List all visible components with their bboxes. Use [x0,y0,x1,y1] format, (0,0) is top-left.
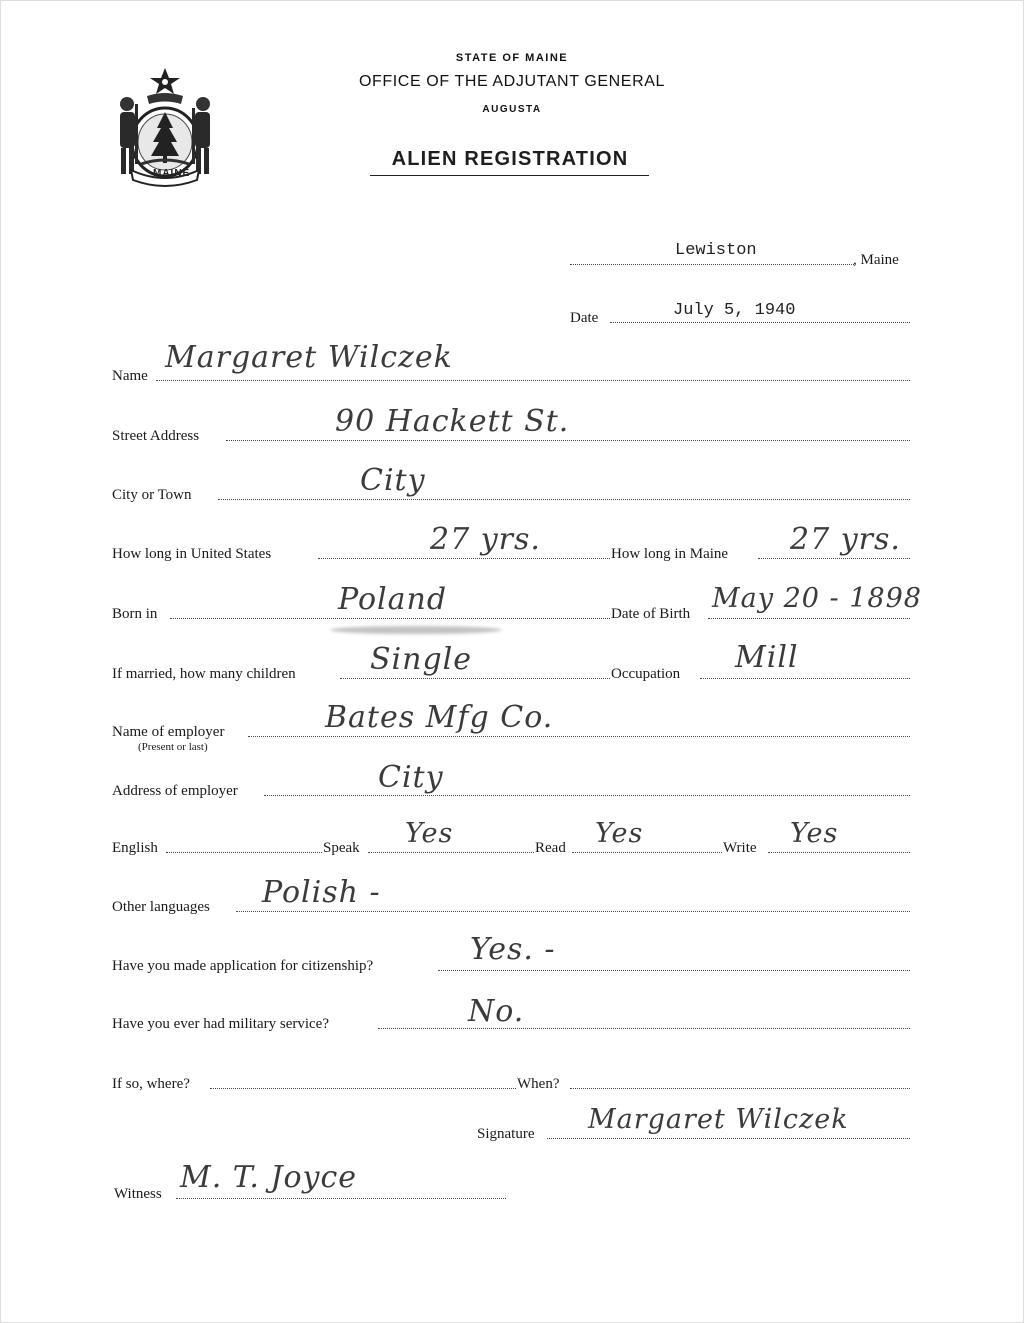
write-value[interactable]: Yes [790,818,839,849]
children-label: If married, how many children [112,666,296,682]
employer-label: Name of employer [112,724,225,740]
other-languages-value[interactable]: Polish - [262,875,381,910]
place-dotted-line [570,264,854,265]
employer-value[interactable]: Bates Mfg Co. [325,700,554,735]
read-dotted-line [572,852,722,853]
other-languages-dotted-line [236,911,910,912]
witness-value[interactable]: M. T. Joyce [180,1160,358,1195]
header-office: OFFICE OF THE ADJUTANT GENERAL [358,73,666,90]
dob-dotted-line [708,618,910,619]
born-in-dotted-line [170,618,610,619]
english-dotted-line [166,852,322,853]
military-value[interactable]: No. [468,994,525,1029]
employer-address-label: Address of employer [112,783,238,799]
read-label: Read [535,840,566,856]
citizenship-value[interactable]: Yes. - [470,932,556,967]
name-value[interactable]: Margaret Wilczek [165,340,453,375]
read-value[interactable]: Yes [595,818,644,849]
street-dotted-line [226,440,910,441]
name-dotted-line [156,380,910,381]
military-dotted-line [378,1028,910,1029]
dob-value[interactable]: May 20 - 1898 [712,583,922,614]
city-value[interactable]: City [360,463,426,498]
us-duration-value[interactable]: 27 yrs. [430,522,541,557]
occupation-dotted-line [700,678,910,679]
occupation-label: Occupation [611,666,681,682]
write-label: Write [723,840,757,856]
us-duration-label: How long in United States [112,546,272,562]
military-label: Have you ever had military service? [112,1016,329,1032]
speak-label: Speak [323,840,360,856]
city-label: City or Town [112,487,192,503]
born-in-value[interactable]: Poland [338,582,448,617]
where-dotted-line[interactable] [210,1088,516,1089]
citizenship-dotted-line [438,970,910,971]
header-state: STATE OF MAINE [455,52,569,64]
form-title: ALIEN REGISTRATION [391,148,629,170]
where-label: If so, where? [112,1076,190,1092]
employer-sublabel: (Present or last) [138,741,208,753]
when-dotted-line[interactable] [570,1088,910,1089]
date-dotted-line [610,322,910,323]
us-duration-dotted-line [318,558,610,559]
dob-label: Date of Birth [611,606,691,622]
witness-label: Witness [114,1186,162,1202]
date-label: Date [570,310,599,326]
signature-dotted-line [547,1138,910,1139]
signature-label: Signature [477,1126,535,1142]
born-in-label: Born in [112,606,158,622]
place-suffix: , Maine [853,252,899,268]
date-value[interactable]: July 5, 1940 [673,301,796,320]
other-languages-label: Other languages [112,899,210,915]
title-underline [370,175,649,176]
english-label: English [112,840,158,856]
employer-address-dotted-line [264,795,910,796]
city-dotted-line [218,499,910,500]
children-dotted-line [340,678,610,679]
maine-duration-label: How long in Maine [611,546,729,562]
when-label: When? [517,1076,560,1092]
place-value[interactable]: Lewiston [675,241,757,260]
maine-duration-dotted-line [758,558,910,559]
citizenship-label: Have you made application for citizenship? [112,958,374,974]
occupation-value[interactable]: Mill [735,640,799,675]
seal-banner-text: MAINE [153,168,191,179]
street-label: Street Address [112,428,200,444]
header-city: AUGUSTA [482,104,542,115]
employer-address-value[interactable]: City [378,760,444,795]
speak-value[interactable]: Yes [405,818,454,849]
ink-smudge [330,626,502,634]
street-value[interactable]: 90 Hackett St. [335,404,570,439]
write-dotted-line [768,852,910,853]
children-value[interactable]: Single [370,642,473,677]
signature-value[interactable]: Margaret Wilczek [588,1104,849,1135]
maine-duration-value[interactable]: 27 yrs. [790,522,901,557]
speak-dotted-line [368,852,534,853]
witness-dotted-line [176,1198,506,1199]
name-label: Name [112,368,148,384]
employer-dotted-line [248,736,910,737]
